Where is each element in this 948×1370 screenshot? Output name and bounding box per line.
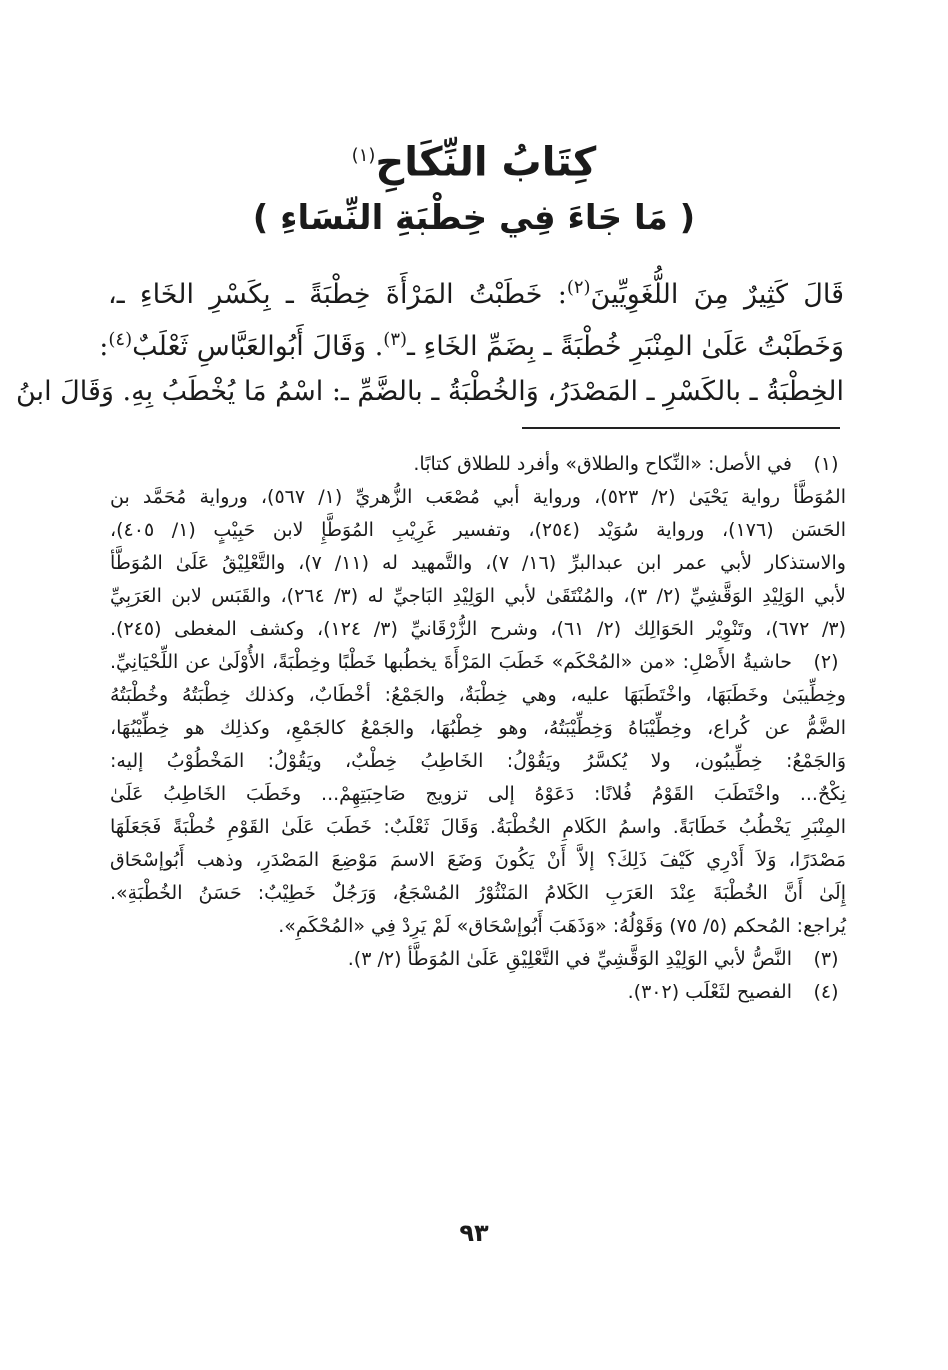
chapter-title-text: كِتَابُ النِّكَاحِ	[375, 139, 597, 186]
footnote-number: (٢)	[813, 651, 839, 673]
footnotes	[110, 448, 846, 1009]
footnote-line: (٣/ ٦٧٢)، وتَنْوِيْر الحَوَالِك (٢/ ٦١)، وشرح الزُّرْقَانيِّ (٣/ ١٢٤)، وكشف المغطى (٢٤٥).	[110, 618, 846, 640]
footnote-line: إِلَىٰ أَنَّ الخُطْبَةَ عِنْدَ العَرَبِ الكَلامُ المَنْثُوْرُ المُسْجَعُ، وَرَجُلٌ خَطِيْبٌ: حَسَنُ الخُطْبَةِ».	[110, 882, 846, 904]
section-title: ( مَا جَاءَ فِي خِطْبَةِ النِّسَاءِ )	[252, 198, 696, 238]
chapter-title	[0, 128, 948, 190]
footnote-4	[110, 976, 846, 1009]
footnote-number: (٣)	[813, 948, 839, 970]
footnote-line: الفصيح لثَعْلَب (٣٠٢).	[627, 981, 792, 1003]
main-text-line: قَالَ كَثِيرٌ مِنَ اللُّغَوِيِّينَ$^{(٢)}$: خَطَبْتُ المَرْأَةَ خِطْبَةً ـ بِكَسْرِ الخَاءِ ـ،	[108, 277, 845, 310]
footnote-ref: (٢)	[566, 277, 591, 298]
footnote-line: لأبي الوَلِيْدِ الوَقَّشِيِّ (٢/ ٣)، والمُنْتَقَىٰ لأبي الوَلِيْدِ البَاجيِّ له (٣/ ٢٦٤)، والقَبَس لابن العَرَبِيِّ	[110, 585, 847, 607]
footnote-line: الحَسَن (١٧٦)، ورواية سُوَيْد (٢٥٤)، وتفسير غَرِيْبِ المُوَطَّإِ لابن حَبِيْبٍ (١/ ٤٠٥)،	[110, 519, 846, 541]
chapter-title-note-ref: (١)	[351, 145, 376, 166]
footnote-line: والاستذكار لأبي عمر ابن عبدالبرِّ (١٦/ ٧)، والتَّمهيد له (١١/ ٧)، والتَّعْلِيْقُ عَلَىٰ المُوَطَّأ	[110, 552, 846, 574]
footnote-line: المُوَطَّأ رواية يَحْيَىٰ (٢/ ٥٢٣)، ورواية أبي مُصْعَب الزُّهريِّ (١/ ٥٦٧)، ورواية مُحَمَّد بن	[110, 486, 846, 508]
footnote-number: (٤)	[813, 981, 839, 1003]
footnote-3	[110, 943, 846, 976]
footnote-line: النَّصُّ لأبي الوَلِيْدِ الوَقَّشِيِّ في التَّعْلِيْقِ عَلَىٰ المُوَطَّأ (٢/ ٣).	[347, 948, 792, 970]
footnote-line: حاشيةُ الأَصْلِ: «من «المُحْكَم» خَطَبَ المَرْأَةَ يخطُبها خَطْبًا وخِطْبَةً، الأُوْلَىٰ عن اللِّحْيَانِيِّ.	[110, 651, 792, 673]
footnote-line: مَصْدَرًا، وَلاَ أَدْرِي كَيْفَ ذَلِكَ؟ إلاَّ أَنْ يَكُونَ وَضَعَ الاسمَ مَوْضِعَ المَصْدَرِ، وذهب أَبُوإسْحَاق	[110, 849, 846, 871]
footnote-line: وخِطِّيبَىٰ وخَطَبَهَا، واخْتَطَبَهَا عليه، وهي خِطْبَةٌ، والجَمْعُ: أخْطَابٌ، وكذلك خِطْبَتُهُ وخُطْبَتُهُ	[110, 684, 846, 706]
main-text	[16, 262, 845, 418]
page-number: ٩٣	[459, 1219, 489, 1247]
footnote-line: في الأصل: «النِّكاح والطلاق» وأفرد للطلاق كتابًا.	[413, 453, 792, 475]
footnote-line: الضَّمُّ عن كُراع، وخِطِّيْبَاهُ وَخِطِّيْبَتُهُ، وهو خِطْبُهَا، والجَمْعُ كالجَمْعِ، وكذلِك هو خِطِّيْبُهَا،	[110, 717, 846, 739]
footnote-line: يُراجع: المُحكم (٥/ ٧٥) وَقَوْلُهُ: «وَذَهَبَ أَبُوإسْحَاق» لَمْ يَرِدْ فِي «المُحْكَمِ».	[278, 915, 846, 937]
footnote-line: وَالجَمْعُ: خِطِّيبُون، ولا يُكسَّرُ ويَقُوْلُ: الخَاطِبُ خِطْبٌ، ويَقُوْلُ: المَخْطُوْبُ إليه:	[110, 750, 846, 772]
footnote-ref: (٤)	[108, 329, 133, 350]
footnote-separator	[522, 427, 840, 429]
main-text-line: الخِطْبَةُ ـ بالكَسْرِ ـ المَصْدَرُ، وَالخُطْبَةُ ـ بالضَّمِّ ـ: اسْمُ مَا يُخْطَبُ بِهِ. وَقَالَ ابنُ	[16, 376, 844, 407]
footnote-line: المِنْبَرِ يَخْطُبُ خَطَابَةً. واسمُ الكَلامِ الخُطْبَةُ. وَقَالَ ثَعْلَبٌ: خَطَبَ عَلَىٰ القَوْمِ خُطْبَةً فَجَعَلَهَا	[110, 816, 846, 838]
footnote-line: نِكْحٌ... واخْتَطَبَ القَوْمُ فُلانًا: دَعَوْهُ إلى تزويج صَاحِبَتِهِمْ... وخَطَبَ الخَاطِبُ عَلَىٰ	[110, 783, 846, 805]
footnote-number: (١)	[813, 453, 839, 475]
footnote-1	[110, 448, 846, 646]
footnote-2	[110, 646, 846, 943]
main-text-line: وَخَطَبْتُ عَلَىٰ المِنْبَرِ خُطْبَةً ـ بِضَمِّ الخَاءِ ـ$^{(٣)}$. وَقَالَ أَبُوالعَبَّاسِ ثَعْلَبٌ$^{(٤)}$:	[99, 329, 844, 362]
footnote-ref: (٣)	[383, 329, 408, 350]
